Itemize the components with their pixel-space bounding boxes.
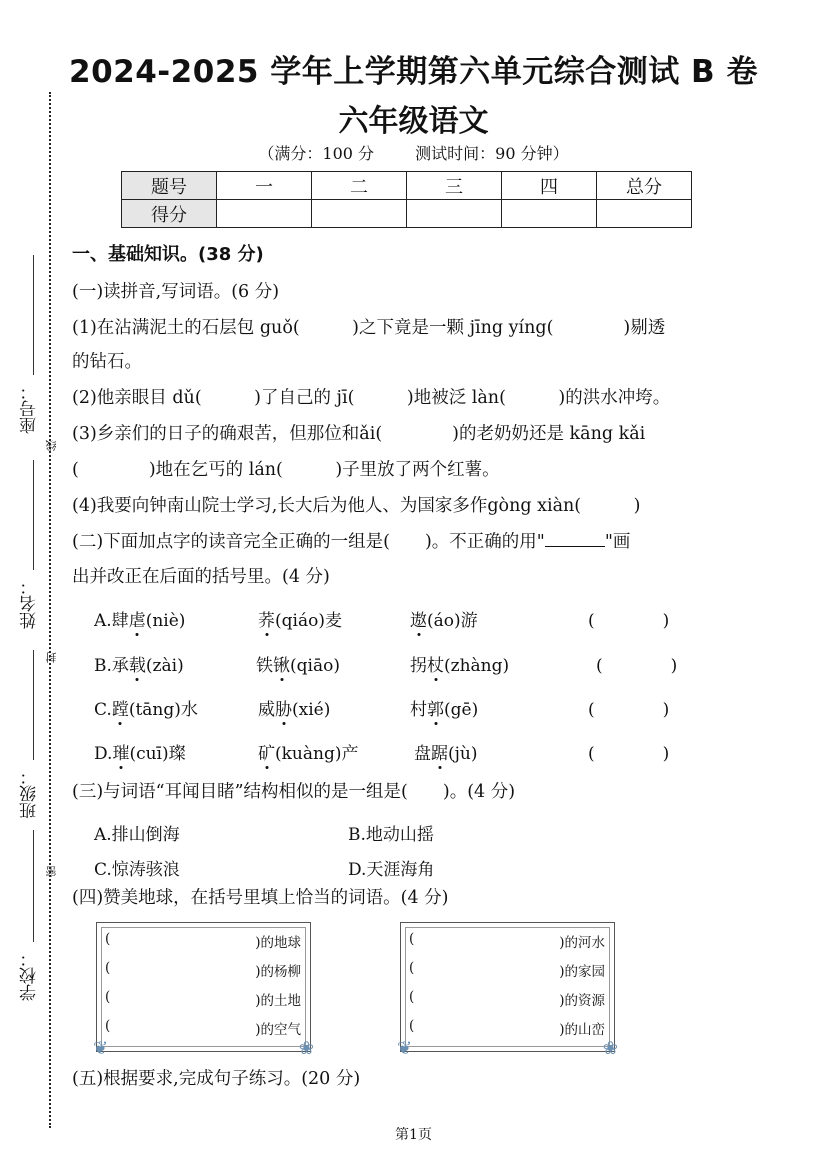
- fill-row[interactable]: ( )的地球: [105, 931, 301, 951]
- choice-c[interactable]: C.惊涛骇浪: [94, 860, 180, 880]
- part1-title: (一)读拼音,写词语。(6 分): [72, 282, 280, 302]
- choice-d[interactable]: D.天涯海角: [348, 860, 435, 880]
- option-text: B.承: [94, 656, 129, 676]
- dotted-char: 虐: [129, 606, 146, 631]
- option-text: A.肆: [94, 611, 129, 631]
- pinyin: (gē): [444, 700, 479, 720]
- fill-box-right: [397, 922, 618, 1059]
- fill-row[interactable]: ( )的空气: [105, 1018, 301, 1038]
- shell-decoration-icon: ❀: [602, 1038, 618, 1059]
- pinyin: (niè): [145, 611, 186, 631]
- fill-row[interactable]: ( )的河水: [409, 931, 605, 951]
- exam-title: 2024-2025 学年上学期第六单元综合测试 B 卷: [69, 54, 758, 90]
- grade-table-score-row: [122, 200, 692, 228]
- seat-underline: [33, 255, 34, 375]
- pinyin: (tāng)水: [128, 700, 198, 720]
- option-a: [410, 606, 478, 631]
- grade-cell: 总分: [597, 172, 692, 200]
- seat-label: 座号：: [20, 383, 40, 434]
- option-text: 威: [258, 700, 275, 720]
- grade-cell: 二: [312, 172, 407, 200]
- dotted-char: 胁: [275, 695, 292, 720]
- question-1[interactable]: (1)在沾满泥土的石层包 guǒ( )之下竟是一颗 jīng yíng( )剔透: [72, 318, 666, 338]
- question-2[interactable]: (2)他亲眼目 dǔ( )了自己的 jī( )地被泛 làn( )的洪水冲垮。: [72, 388, 671, 408]
- part5-title: (五)根据要求,完成句子练习。(20 分): [72, 1069, 361, 1089]
- class-underline: [33, 650, 34, 760]
- leaf-decoration-icon: ❦: [397, 1038, 413, 1059]
- seal-mark: 密: [45, 866, 58, 877]
- school-label: 学校：: [20, 950, 40, 1001]
- option-c: [94, 695, 198, 720]
- dotted-char: 载: [129, 651, 146, 676]
- fill-row[interactable]: ( )的土地: [105, 989, 301, 1009]
- grade-cell: 得分: [122, 200, 217, 228]
- shell-decoration-icon: ❀: [298, 1038, 314, 1059]
- fill-suffix: 的资源: [564, 993, 605, 1009]
- fill-row[interactable]: ( )的山峦: [409, 1018, 605, 1038]
- pinyin: (zài): [145, 656, 184, 676]
- seal-mark: 线: [45, 440, 58, 451]
- score-input-cell[interactable]: [407, 200, 502, 228]
- fill-suffix: 的家园: [564, 964, 605, 980]
- pinyin: (zhàng): [444, 656, 510, 676]
- part4-title: (四)赞美地球，在括号里填上恰当的词语。(4 分): [72, 888, 449, 908]
- grade-table-header-row: [122, 172, 692, 200]
- score-input-cell[interactable]: [597, 200, 692, 228]
- fill-box-left: [93, 922, 314, 1059]
- dotted-char: 璀: [112, 739, 129, 764]
- pinyin: (jù): [448, 744, 478, 764]
- option-a: [94, 606, 185, 631]
- option-d: [414, 739, 477, 764]
- option-text: 村: [410, 700, 427, 720]
- option-b: [256, 651, 340, 676]
- test-time: 测试时间：90 分钟）: [415, 144, 569, 163]
- part2-title-cont: 出并改正在后面的括号里。(4 分): [72, 567, 330, 587]
- dotted-char: 矿: [258, 739, 275, 764]
- fill-row[interactable]: ( )的家园: [409, 960, 605, 980]
- answer-paren[interactable]: ( ): [588, 744, 670, 764]
- option-c: [258, 695, 330, 720]
- fill-suffix: 的空气: [260, 1022, 301, 1038]
- fill-suffix: 的杨柳: [260, 964, 301, 980]
- dotted-char: 荞: [258, 606, 275, 631]
- fill-row[interactable]: ( )的资源: [409, 989, 605, 1009]
- score-input-cell[interactable]: [312, 200, 407, 228]
- part3-title: (三)与词语“耳闻目睹”结构相似的是一组是( )。(4 分): [72, 782, 516, 802]
- option-a: [258, 606, 342, 631]
- name-underline: [33, 460, 34, 570]
- option-b: [410, 651, 509, 676]
- option-text: 拐: [410, 656, 427, 676]
- choice-b[interactable]: B.地动山摇: [348, 825, 434, 845]
- name-label: 姓名：: [20, 578, 40, 629]
- grade-cell: 题号: [122, 172, 217, 200]
- seal-mark: 封: [45, 652, 58, 663]
- section-title: 一、基础知识。(38 分): [72, 244, 264, 265]
- pinyin: (áo)游: [427, 611, 478, 631]
- fill-suffix: 的地球: [260, 935, 301, 951]
- answer-paren[interactable]: ( ): [588, 700, 670, 720]
- full-score: （满分：100 分: [258, 144, 375, 163]
- dotted-char: 锹: [273, 651, 290, 676]
- part2-title-text: "画: [604, 532, 631, 552]
- fill-row[interactable]: ( )的杨柳: [105, 960, 301, 980]
- score-input-cell[interactable]: [217, 200, 312, 228]
- dotted-char: 郭: [427, 695, 444, 720]
- dotted-char: 踞: [431, 739, 448, 764]
- grade-cell: 四: [502, 172, 597, 200]
- question-3-cont[interactable]: ( )地在乞丐的 lán( )子里放了两个红薯。: [72, 460, 500, 480]
- question-1-cont: 的钻石。: [72, 352, 142, 372]
- option-b: [94, 651, 184, 676]
- pinyin: (qiáo)麦: [275, 611, 342, 631]
- dotted-char: 杖: [427, 651, 444, 676]
- page-number: 第1页: [395, 1127, 432, 1143]
- part2-title-text: (二)下面加点字的读音完全正确的一组是( )。不正确的用": [72, 532, 545, 552]
- dotted-char: 蹚: [112, 695, 129, 720]
- school-underline: [33, 830, 34, 942]
- option-text: 铁: [256, 656, 273, 676]
- pinyin: (kuàng)产: [275, 744, 359, 764]
- dotted-char: 遨: [410, 606, 427, 631]
- answer-paren[interactable]: ( ): [588, 611, 670, 631]
- score-time-info: [0, 141, 827, 164]
- class-label: 班级：: [20, 768, 40, 819]
- option-d: [258, 739, 358, 764]
- score-input-cell[interactable]: [502, 200, 597, 228]
- pinyin: (xié): [292, 700, 331, 720]
- option-text: C.: [94, 700, 112, 720]
- answer-paren[interactable]: ( ): [596, 656, 678, 676]
- leaf-decoration-icon: ❦: [93, 1038, 109, 1059]
- fill-suffix: 的山峦: [564, 1022, 605, 1038]
- option-c: [410, 695, 478, 720]
- choice-a[interactable]: A.排山倒海: [94, 825, 180, 845]
- option-d: [94, 739, 186, 764]
- pinyin: (cuī)璨: [129, 744, 186, 764]
- question-3[interactable]: (3)乡亲们的日子的确艰苦，但那位和ǎi( )的老奶奶还是 kāng kǎi: [72, 424, 646, 444]
- question-4[interactable]: (4)我要向钟南山院士学习,长大后为他人、为国家多作gòng xiàn( ): [72, 496, 641, 516]
- exam-subtitle: 六年级语文: [338, 104, 489, 139]
- underline-blank: [545, 534, 605, 547]
- fill-suffix: 的河水: [564, 935, 605, 951]
- grade-cell: 三: [407, 172, 502, 200]
- option-text: D.: [94, 744, 113, 764]
- binding-dotted-line: [49, 92, 51, 1128]
- pinyin: (qiāo): [290, 656, 340, 676]
- fill-suffix: 的土地: [260, 993, 301, 1009]
- option-text: 盘: [414, 744, 431, 764]
- grade-cell: 一: [217, 172, 312, 200]
- part2-title: [72, 534, 630, 552]
- grade-table: [121, 171, 692, 228]
